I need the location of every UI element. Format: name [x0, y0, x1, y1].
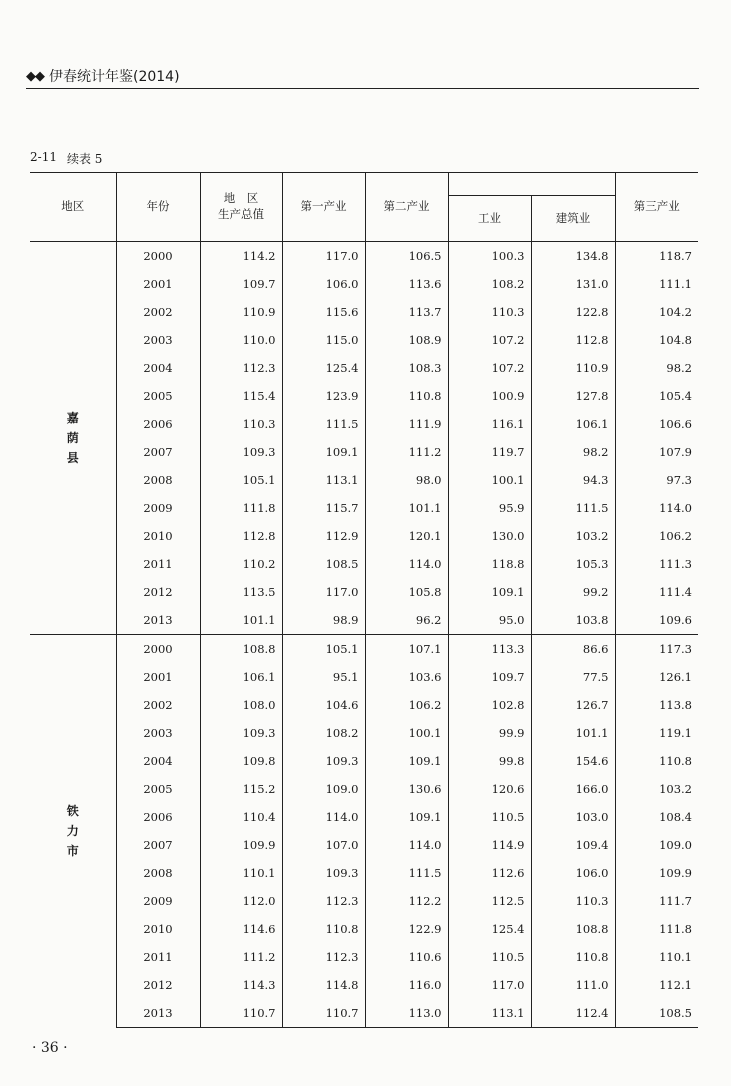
tertiary-cell: 108.5 [615, 999, 698, 1028]
secondary-cell: 105.8 [365, 578, 448, 606]
tertiary-cell: 113.8 [615, 691, 698, 719]
gdp-cell: 109.7 [200, 270, 282, 298]
tertiary-cell: 110.1 [615, 943, 698, 971]
tertiary-cell: 97.3 [615, 466, 698, 494]
primary-cell: 112.3 [282, 943, 365, 971]
year-cell: 2000 [116, 635, 200, 664]
secondary-cell: 101.1 [365, 494, 448, 522]
table-row [30, 887, 698, 915]
year-cell: 2013 [116, 999, 200, 1028]
construction-cell: 110.8 [531, 943, 615, 971]
year-cell: 2010 [116, 915, 200, 943]
primary-cell: 117.0 [282, 242, 365, 271]
gdp-cell: 111.8 [200, 494, 282, 522]
table-row [30, 270, 698, 298]
tertiary-cell: 111.3 [615, 550, 698, 578]
industry-cell: 120.6 [448, 775, 531, 803]
gdp-cell: 110.4 [200, 803, 282, 831]
industry-cell: 118.8 [448, 550, 531, 578]
gdp-cell: 108.0 [200, 691, 282, 719]
construction-cell: 77.5 [531, 663, 615, 691]
tertiary-cell: 111.8 [615, 915, 698, 943]
table-row [30, 242, 698, 271]
year-cell: 2009 [116, 887, 200, 915]
year-cell: 2000 [116, 242, 200, 271]
primary-cell: 95.1 [282, 663, 365, 691]
table-row [30, 494, 698, 522]
statistics-table [30, 172, 698, 1028]
tertiary-cell: 104.2 [615, 298, 698, 326]
year-cell: 2004 [116, 747, 200, 775]
primary-cell: 98.9 [282, 606, 365, 635]
year-cell: 2007 [116, 438, 200, 466]
primary-cell: 115.7 [282, 494, 365, 522]
region-cell [30, 242, 116, 635]
secondary-cell: 106.5 [365, 242, 448, 271]
tertiary-cell: 109.9 [615, 859, 698, 887]
header-rule [26, 88, 699, 89]
tertiary-cell: 111.7 [615, 887, 698, 915]
construction-cell: 110.9 [531, 354, 615, 382]
table-row [30, 298, 698, 326]
secondary-cell: 111.9 [365, 410, 448, 438]
year-cell: 2003 [116, 719, 200, 747]
primary-cell: 114.0 [282, 803, 365, 831]
table-row [30, 606, 698, 635]
secondary-cell: 113.0 [365, 999, 448, 1028]
construction-cell: 103.2 [531, 522, 615, 550]
col-tertiary: 第三产业 [615, 173, 698, 242]
secondary-cell: 114.0 [365, 831, 448, 859]
primary-cell: 109.3 [282, 859, 365, 887]
secondary-cell: 106.2 [365, 691, 448, 719]
page-number: · 36 · [32, 1040, 68, 1056]
industry-cell: 112.5 [448, 887, 531, 915]
secondary-cell: 111.2 [365, 438, 448, 466]
table-row [30, 691, 698, 719]
tertiary-cell: 112.1 [615, 971, 698, 999]
construction-cell: 103.8 [531, 606, 615, 635]
tertiary-cell: 103.2 [615, 775, 698, 803]
secondary-cell: 113.6 [365, 270, 448, 298]
secondary-cell: 108.3 [365, 354, 448, 382]
tertiary-cell: 104.8 [615, 326, 698, 354]
industry-cell: 110.5 [448, 803, 531, 831]
construction-cell: 105.3 [531, 550, 615, 578]
industry-cell: 113.3 [448, 635, 531, 664]
gdp-cell: 110.0 [200, 326, 282, 354]
diamond-bullet-icon: ◆◆ [26, 68, 44, 84]
industry-cell: 99.9 [448, 719, 531, 747]
table-row [30, 635, 698, 664]
region-name: 铁力市 [66, 804, 79, 859]
primary-cell: 106.0 [282, 270, 365, 298]
tertiary-cell: 110.8 [615, 747, 698, 775]
col-industry: 工业 [448, 196, 531, 242]
primary-cell: 110.8 [282, 915, 365, 943]
gdp-cell: 113.5 [200, 578, 282, 606]
year-cell: 2007 [116, 831, 200, 859]
industry-cell: 116.1 [448, 410, 531, 438]
region-group-jiayin [30, 242, 698, 635]
construction-cell: 106.0 [531, 859, 615, 887]
secondary-cell: 110.6 [365, 943, 448, 971]
primary-cell: 112.9 [282, 522, 365, 550]
gdp-cell: 109.9 [200, 831, 282, 859]
table-row [30, 831, 698, 859]
primary-cell: 109.3 [282, 747, 365, 775]
year-cell: 2002 [116, 298, 200, 326]
primary-cell: 109.1 [282, 438, 365, 466]
primary-cell: 125.4 [282, 354, 365, 382]
gdp-cell: 110.9 [200, 298, 282, 326]
year-cell: 2006 [116, 410, 200, 438]
gdp-cell: 114.6 [200, 915, 282, 943]
primary-cell: 115.0 [282, 326, 365, 354]
gdp-cell: 109.3 [200, 438, 282, 466]
construction-cell: 122.8 [531, 298, 615, 326]
table-caption-text: 续表 5 [66, 152, 103, 166]
tertiary-cell: 111.4 [615, 578, 698, 606]
page-header [26, 66, 180, 86]
construction-cell: 94.3 [531, 466, 615, 494]
construction-cell: 110.3 [531, 887, 615, 915]
secondary-cell: 109.1 [365, 803, 448, 831]
tertiary-cell: 109.0 [615, 831, 698, 859]
gdp-cell: 114.3 [200, 971, 282, 999]
construction-cell: 108.8 [531, 915, 615, 943]
tertiary-cell: 114.0 [615, 494, 698, 522]
table-row [30, 382, 698, 410]
secondary-cell: 103.6 [365, 663, 448, 691]
secondary-cell: 110.8 [365, 382, 448, 410]
industry-cell: 125.4 [448, 915, 531, 943]
table-row [30, 354, 698, 382]
gdp-cell: 108.8 [200, 635, 282, 664]
table-row [30, 466, 698, 494]
secondary-cell: 116.0 [365, 971, 448, 999]
industry-cell: 107.2 [448, 354, 531, 382]
construction-cell: 86.6 [531, 635, 615, 664]
primary-cell: 108.5 [282, 550, 365, 578]
gdp-cell: 105.1 [200, 466, 282, 494]
primary-cell: 114.8 [282, 971, 365, 999]
secondary-cell: 130.6 [365, 775, 448, 803]
gdp-cell: 109.3 [200, 719, 282, 747]
industry-cell: 102.8 [448, 691, 531, 719]
construction-cell: 111.0 [531, 971, 615, 999]
secondary-cell: 111.5 [365, 859, 448, 887]
industry-cell: 112.6 [448, 859, 531, 887]
tertiary-cell: 106.6 [615, 410, 698, 438]
col-construction: 建筑业 [531, 196, 615, 242]
table-row [30, 578, 698, 606]
construction-cell: 109.4 [531, 831, 615, 859]
industry-cell: 95.0 [448, 606, 531, 635]
construction-cell: 126.7 [531, 691, 615, 719]
secondary-cell: 107.1 [365, 635, 448, 664]
table-row [30, 663, 698, 691]
table-caption [30, 150, 102, 167]
construction-cell: 112.8 [531, 326, 615, 354]
industry-cell: 95.9 [448, 494, 531, 522]
gdp-cell: 110.2 [200, 550, 282, 578]
construction-cell: 154.6 [531, 747, 615, 775]
year-cell: 2012 [116, 971, 200, 999]
secondary-cell: 109.1 [365, 747, 448, 775]
table-row [30, 326, 698, 354]
table-row [30, 747, 698, 775]
construction-cell: 101.1 [531, 719, 615, 747]
year-cell: 2011 [116, 550, 200, 578]
secondary-cell: 122.9 [365, 915, 448, 943]
year-cell: 2006 [116, 803, 200, 831]
table-row [30, 775, 698, 803]
industry-cell: 100.3 [448, 242, 531, 271]
table-row [30, 943, 698, 971]
gdp-cell: 109.8 [200, 747, 282, 775]
tertiary-cell: 119.1 [615, 719, 698, 747]
industry-cell: 114.9 [448, 831, 531, 859]
primary-cell: 109.0 [282, 775, 365, 803]
table-header [30, 173, 698, 242]
gdp-cell: 112.0 [200, 887, 282, 915]
industry-cell: 109.1 [448, 578, 531, 606]
construction-cell: 131.0 [531, 270, 615, 298]
year-cell: 2011 [116, 943, 200, 971]
construction-cell: 166.0 [531, 775, 615, 803]
tertiary-cell: 105.4 [615, 382, 698, 410]
industry-cell: 107.2 [448, 326, 531, 354]
primary-cell: 105.1 [282, 635, 365, 664]
table-row [30, 803, 698, 831]
primary-cell: 111.5 [282, 410, 365, 438]
gdp-cell: 110.3 [200, 410, 282, 438]
construction-cell: 127.8 [531, 382, 615, 410]
primary-cell: 110.7 [282, 999, 365, 1028]
construction-cell: 98.2 [531, 438, 615, 466]
region-cell [30, 635, 116, 1028]
table-row [30, 522, 698, 550]
secondary-cell: 114.0 [365, 550, 448, 578]
construction-cell: 99.2 [531, 578, 615, 606]
secondary-cell: 98.0 [365, 466, 448, 494]
year-cell: 2003 [116, 326, 200, 354]
tertiary-cell: 117.3 [615, 635, 698, 664]
primary-cell: 107.0 [282, 831, 365, 859]
gdp-cell: 112.3 [200, 354, 282, 382]
col-gdp-line1: 地 区 [223, 191, 259, 206]
table-row [30, 550, 698, 578]
industry-cell: 119.7 [448, 438, 531, 466]
year-cell: 2002 [116, 691, 200, 719]
secondary-cell: 113.7 [365, 298, 448, 326]
industry-cell: 109.7 [448, 663, 531, 691]
gdp-cell: 101.1 [200, 606, 282, 635]
gdp-cell: 112.8 [200, 522, 282, 550]
table-row [30, 438, 698, 466]
gdp-cell: 110.1 [200, 859, 282, 887]
year-cell: 2008 [116, 466, 200, 494]
year-cell: 2010 [116, 522, 200, 550]
industry-cell: 100.9 [448, 382, 531, 410]
yearbook-title: 伊春统计年鉴(2014) [49, 69, 180, 85]
col-secondary: 第二产业 [365, 173, 448, 242]
col-primary: 第一产业 [282, 173, 365, 242]
industry-cell: 110.5 [448, 943, 531, 971]
col-gdp-line2: 生产总值 [218, 207, 264, 221]
industry-cell: 117.0 [448, 971, 531, 999]
industry-cell: 99.8 [448, 747, 531, 775]
construction-cell: 112.4 [531, 999, 615, 1028]
tertiary-cell: 126.1 [615, 663, 698, 691]
construction-cell: 106.1 [531, 410, 615, 438]
year-cell: 2005 [116, 775, 200, 803]
year-cell: 2009 [116, 494, 200, 522]
industry-cell: 113.1 [448, 999, 531, 1028]
secondary-cell: 108.9 [365, 326, 448, 354]
industry-cell: 108.2 [448, 270, 531, 298]
tertiary-cell: 106.2 [615, 522, 698, 550]
primary-cell: 117.0 [282, 578, 365, 606]
year-cell: 2013 [116, 606, 200, 635]
table-number: 2-11 [30, 150, 57, 164]
construction-cell: 111.5 [531, 494, 615, 522]
gdp-cell: 114.2 [200, 242, 282, 271]
tertiary-cell: 118.7 [615, 242, 698, 271]
year-cell: 2004 [116, 354, 200, 382]
year-cell: 2008 [116, 859, 200, 887]
region-name: 嘉荫县 [66, 411, 79, 465]
year-cell: 2012 [116, 578, 200, 606]
year-cell: 2001 [116, 663, 200, 691]
primary-cell: 108.2 [282, 719, 365, 747]
year-cell: 2001 [116, 270, 200, 298]
tertiary-cell: 109.6 [615, 606, 698, 635]
primary-cell: 113.1 [282, 466, 365, 494]
gdp-cell: 106.1 [200, 663, 282, 691]
industry-cell: 100.1 [448, 466, 531, 494]
construction-cell: 103.0 [531, 803, 615, 831]
secondary-cell: 100.1 [365, 719, 448, 747]
gdp-cell: 115.2 [200, 775, 282, 803]
secondary-cell: 120.1 [365, 522, 448, 550]
industry-cell: 130.0 [448, 522, 531, 550]
tertiary-cell: 108.4 [615, 803, 698, 831]
construction-cell: 134.8 [531, 242, 615, 271]
table-row [30, 915, 698, 943]
gdp-cell: 110.7 [200, 999, 282, 1028]
primary-cell: 123.9 [282, 382, 365, 410]
col-region: 地区 [30, 173, 116, 242]
primary-cell: 104.6 [282, 691, 365, 719]
col-secondary-sub-blank [448, 173, 615, 196]
industry-cell: 110.3 [448, 298, 531, 326]
gdp-cell: 111.2 [200, 943, 282, 971]
secondary-cell: 112.2 [365, 887, 448, 915]
year-cell: 2005 [116, 382, 200, 410]
gdp-cell: 115.4 [200, 382, 282, 410]
secondary-cell: 96.2 [365, 606, 448, 635]
primary-cell: 115.6 [282, 298, 365, 326]
table-row [30, 719, 698, 747]
table-row [30, 859, 698, 887]
col-year: 年份 [116, 173, 200, 242]
col-gdp [200, 173, 282, 242]
table-row [30, 999, 698, 1028]
table-row [30, 971, 698, 999]
tertiary-cell: 98.2 [615, 354, 698, 382]
table-row [30, 410, 698, 438]
tertiary-cell: 111.1 [615, 270, 698, 298]
tertiary-cell: 107.9 [615, 438, 698, 466]
primary-cell: 112.3 [282, 887, 365, 915]
region-group-tieli [30, 635, 698, 1028]
